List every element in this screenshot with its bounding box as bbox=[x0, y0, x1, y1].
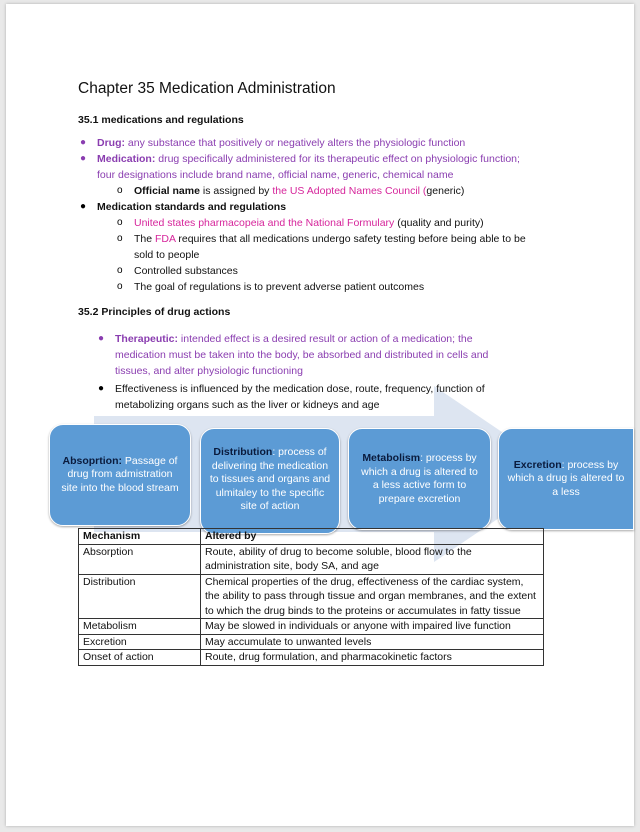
table-cell-altered-by: May be slowed in individuals or anyone with impaired live function bbox=[201, 619, 544, 635]
table-row bbox=[79, 574, 544, 619]
circle-bullet-icon: o bbox=[117, 281, 123, 292]
table-cell-mechanism: Metabolism bbox=[79, 619, 201, 635]
table-header-row bbox=[79, 529, 544, 545]
standards-item-2-cont: sold to people bbox=[134, 249, 200, 261]
section-heading-35-1: 35.1 medications and regulations bbox=[78, 114, 244, 126]
standards-item-1: United states pharmacopeia and the National Formulary (quality and purity) bbox=[134, 217, 484, 229]
therapeutic-definition-cont-2: tissues, and alter physiologic functioning bbox=[115, 365, 303, 377]
table-cell-altered-by: Route, ability of drug to become soluble, blood flow to the administration site, body SA, and age bbox=[201, 544, 544, 574]
table-row bbox=[79, 544, 544, 574]
table-cell-mechanism: Distribution bbox=[79, 574, 201, 619]
table-cell-mechanism: Excretion bbox=[79, 634, 201, 650]
circle-bullet-icon: o bbox=[117, 233, 123, 244]
table-header-altered-by: Altered by bbox=[201, 529, 544, 545]
table-cell-altered-by: Chemical properties of the drug, effectiveness of the cardiac system, the ability to pass through tissue and organ membranes, and the extent to which the drug binds to the proteins or accumulates in fatty tissue bbox=[201, 574, 544, 619]
absorption-step: Absoprtion: Passage of drug from admistration site into the blood stream bbox=[49, 424, 191, 526]
table-row bbox=[79, 619, 544, 635]
circle-bullet-icon: o bbox=[117, 185, 123, 196]
table-row bbox=[79, 650, 544, 666]
drug-definition: Drug: any substance that positively or negatively alters the physiologic function bbox=[97, 137, 466, 149]
effectiveness-line: Effectiveness is influenced by the medication dose, route, frequency, function of bbox=[115, 383, 485, 395]
therapeutic-definition-cont-1: medication must be taken into the body, be absorbed and distributed in cells and bbox=[115, 349, 489, 361]
bullet-icon: ● bbox=[98, 333, 105, 344]
distribution-step: Distribution: process of delivering the medication to tissues and organs and ulmitaley to the specific site of action bbox=[200, 428, 340, 534]
standards-item-3: Controlled substances bbox=[134, 265, 238, 277]
therapeutic-definition: Therapeutic: intended effect is a desired result or action of a medication; the bbox=[115, 333, 473, 345]
mechanism-table bbox=[78, 528, 544, 666]
bullet-icon: ● bbox=[80, 137, 87, 148]
effectiveness-line-cont: metabolizing organs such as the liver or kidneys and age bbox=[115, 399, 380, 411]
excretion-step: Excretion: process by which a drug is altered to a less bbox=[498, 428, 634, 530]
medication-definition-cont: four designations include brand name, official name, generic, chemical name bbox=[97, 169, 454, 181]
standards-item-2: The FDA requires that all medications undergo safety testing before being able to be bbox=[134, 233, 526, 245]
table-row bbox=[79, 634, 544, 650]
medication-definition: Medication: drug specifically administered for its therapeutic effect on physiologic function; bbox=[97, 153, 520, 165]
section-heading-35-2: 35.2 Principles of drug actions bbox=[78, 306, 231, 318]
official-name-line: Official name is assigned by the US Adopted Names Council (generic) bbox=[134, 185, 465, 197]
bullet-icon: ● bbox=[80, 201, 87, 212]
circle-bullet-icon: o bbox=[117, 217, 123, 228]
table-cell-mechanism: Absorption bbox=[79, 544, 201, 574]
standards-item-4: The goal of regulations is to prevent adverse patient outcomes bbox=[134, 281, 425, 293]
standards-heading: Medication standards and regulations bbox=[97, 201, 287, 213]
table-cell-altered-by: May accumulate to unwanted levels bbox=[201, 634, 544, 650]
table-header-mechanism: Mechanism bbox=[79, 529, 201, 545]
table-cell-altered-by: Route, drug formulation, and pharmacokinetic factors bbox=[201, 650, 544, 666]
circle-bullet-icon: o bbox=[117, 265, 123, 276]
bullet-icon: ● bbox=[80, 153, 87, 164]
metabolism-step: Metabolism: process by which a drug is altered to a less active form to prepare excretion bbox=[348, 428, 491, 530]
document-page bbox=[6, 4, 634, 826]
page-title: Chapter 35 Medication Administration bbox=[78, 80, 336, 97]
bullet-icon: ● bbox=[98, 383, 105, 394]
table-cell-mechanism: Onset of action bbox=[79, 650, 201, 666]
